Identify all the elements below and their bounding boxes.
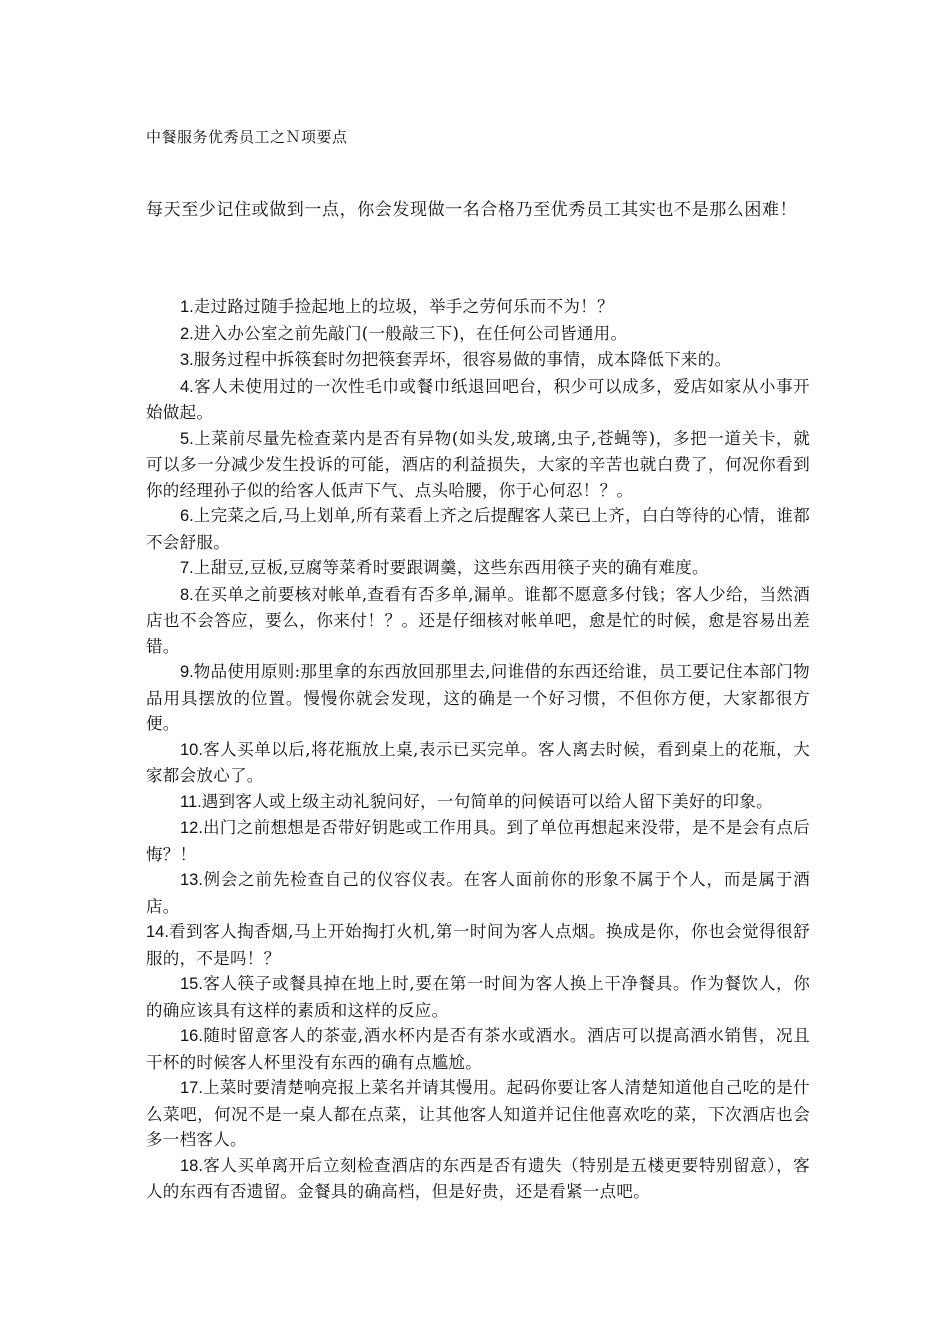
tip-number: 12. — [180, 819, 203, 837]
tip-number: 11. — [180, 792, 202, 811]
tip-number: 5. — [180, 429, 194, 448]
tip-text: 出门之前想想是否带好钥匙或工作用具。到了单位再想起来没带，是不是会有点后悔？！ — [146, 818, 810, 864]
tip-text: 在买单之前要核对帐单,查看有否多单,漏单。谁都不愿意多付钱；客人少给，当然酒店也不会答应，要么，你来付！？。还是仔细核对帐单吧，愈是忙的时候，愈是容易出差错。 — [146, 584, 810, 656]
tip-number: 9. — [180, 663, 194, 681]
tip-text: 遇到客人或上级主动礼貌问好，一句简单的问候语可以给人留下美好的印象。 — [201, 791, 773, 811]
tip-number: 8. — [180, 585, 194, 604]
tip-number: 10. — [180, 740, 203, 759]
tip-item — [146, 321, 810, 348]
tip-item — [146, 503, 810, 555]
tip-text: 客人筷子或餐具掉在地上时,要在第一时间为客人换上干净餐具。作为餐饮人，你的确应该具有这样的素质和这样的反应。 — [146, 974, 810, 1020]
tip-number: 1. — [180, 298, 194, 316]
tip-number: 4. — [180, 377, 194, 396]
tips-list — [146, 294, 810, 1205]
tip-text: 看到客人掏香烟,马上开始掏打火机,第一时间为客人点烟。换成是你，你也会觉得很舒服的，不是吗！？ — [146, 922, 810, 968]
tip-item — [146, 1075, 810, 1153]
tip-number: 6. — [180, 507, 194, 525]
tip-text: 进入办公室之前先敲门(一般敲三下)，在任何公司皆通用。 — [193, 323, 628, 343]
tip-text: 客人买单以后,将花瓶放上桌,表示已买完单。客人离去时候，看到桌上的花瓶，大家都会放心了。 — [146, 739, 810, 785]
document-title: 中餐服务优秀员工之Ｎ项要点 — [146, 128, 348, 146]
tip-item — [146, 815, 810, 867]
tip-number: 15. — [180, 975, 203, 993]
tip-item — [146, 347, 810, 374]
tip-item — [146, 426, 810, 504]
tip-item — [146, 919, 810, 971]
tip-text: 服务过程中拆筷套时勿把筷套弄坏，很容易做的事情，成本降低下来的。 — [193, 350, 732, 369]
tip-text: 上甜豆,豆板,豆腐等菜肴时要跟调羹，这些东西用筷子夹的确有难度。 — [193, 558, 709, 577]
tip-text: 走过路过随手捡起地上的垃圾，举手之劳何乐而不为！？ — [193, 297, 614, 316]
tip-item — [146, 1153, 810, 1205]
tip-text: 物品使用原则:那里拿的东西放回那里去,问谁借的东西还给谁，员工要记住本部门物品用具摆放的位置。慢慢你就会发现，这的确是一个好习惯，不但你方便，大家都很方便。 — [146, 662, 810, 733]
tip-number: 18. — [180, 1156, 203, 1175]
tip-number: 17. — [180, 1079, 203, 1097]
tip-number: 2. — [180, 324, 194, 343]
tip-item — [146, 659, 810, 737]
tip-text: 随时留意客人的茶壶,酒水杯内是否有茶水或酒水。酒店可以提高酒水销售，况且干杯的时候客人杯里没有东西的确有点尴尬。 — [146, 1026, 810, 1072]
tip-number: 7. — [180, 559, 194, 577]
tip-number: 13. — [180, 871, 203, 889]
tip-number: 14. — [146, 923, 169, 941]
tip-item — [146, 867, 810, 919]
tip-number: 16. — [180, 1027, 203, 1045]
tip-item — [146, 374, 810, 426]
tip-item — [146, 1023, 810, 1075]
tip-item — [146, 737, 810, 789]
tip-text: 客人未使用过的一次性毛巾或餐巾纸退回吧台，积少可以成多，爱店如家从小事开始做起。 — [146, 376, 810, 422]
tip-item — [146, 789, 810, 816]
tip-item — [146, 971, 810, 1023]
tip-text: 上菜时要清楚响亮报上菜名并请其慢用。起码你要让客人清楚知道他自己吃的是什么菜吧，何况不是一桌人都在点菜，让其他客人知道并记住他喜欢吃的菜，下次酒店也会多一档客人。 — [146, 1078, 810, 1149]
tip-text: 上菜前尽量先检查菜内是否有异物(如头发,玻璃,虫子,苍蝇等)，多把一道关卡，就可以多一分减少发生投诉的可能，酒店的利益损失，大家的辛苦也就白费了，何况你看到你的经理孙子似的给客人低声下气、点头哈腰，你于心何忍！？。 — [146, 428, 810, 500]
tip-item — [146, 582, 810, 660]
tip-text: 上完菜之后,马上划单,所有菜看上齐之后提醒客人菜已上齐，白白等待的心情，谁都不会舒服。 — [146, 506, 810, 552]
tip-item — [146, 555, 810, 582]
tip-text: 例会之前先检查自己的仪容仪表。在客人面前你的形象不属于个人，而是属于酒店。 — [146, 870, 810, 916]
tip-text: 客人买单离开后立刻检查酒店的东西是否有遗失（特别是五楼更要特别留意），客人的东西有否遗留。金餐具的确高档，但是好贵，还是看紧一点吧。 — [146, 1155, 810, 1201]
intro-paragraph: 每天至少记住或做到一点，你会发现做一名合格乃至优秀员工其实也不是那么困难！ — [146, 200, 798, 220]
tip-number: 3. — [180, 351, 194, 369]
tip-item — [146, 294, 810, 321]
